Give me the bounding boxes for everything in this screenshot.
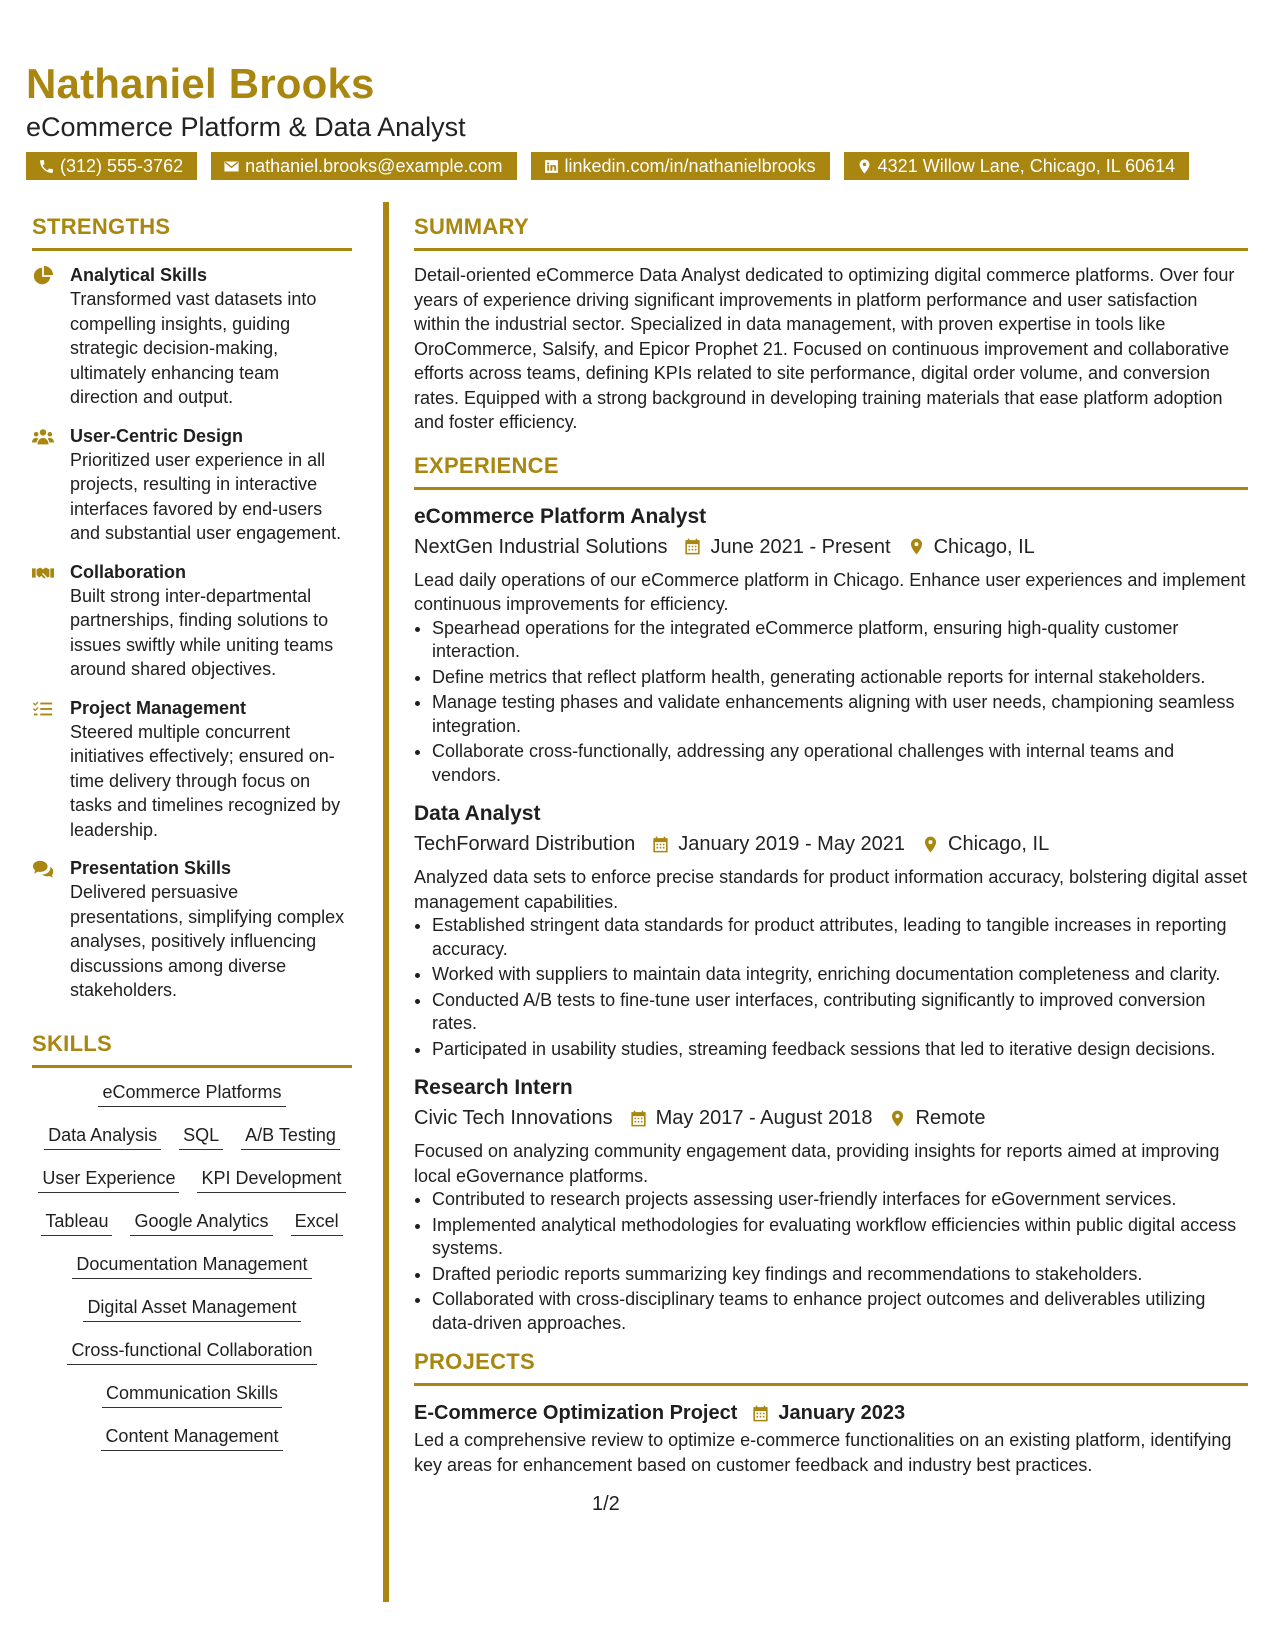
skill-row	[32, 1252, 352, 1279]
email-chip[interactable]	[211, 152, 516, 180]
skills-section	[32, 1029, 352, 1451]
calendar-icon	[629, 1109, 648, 1128]
job-bullet: • Collaborated with cross-disciplinary teams to enhance project outcomes and deliverables utilizing data-driven approaches.	[432, 1288, 1248, 1335]
strengths-section	[32, 212, 352, 1003]
skill-row	[32, 1338, 352, 1365]
job-dates: June 2021 - Present	[710, 535, 891, 558]
skill-tag: User Experience	[38, 1166, 179, 1193]
job-title: Data Analyst	[414, 802, 541, 825]
summary-text: Detail-oriented eCommerce Data Analyst dedicated to optimizing digital commerce platforms. Over four years of experience driving significant improvements in platform performance and user satisfaction within the industrial sector. Specialized in data management, with proven expertise in tools like OroCommerce, Salsify, and Epicor Prophet 21. Focused on continuous improvement and collaborative efforts across teams, defining KPIs related to site performance, digital order volume, and conversion rates. Equipped with a strong background in developing training materials that ease platform adoption and foster efficiency.	[414, 265, 1235, 432]
strength-title: Collaboration	[70, 561, 186, 582]
map-pin-icon	[921, 835, 940, 854]
envelope-icon	[223, 158, 240, 175]
address-chip[interactable]	[844, 152, 1190, 180]
job-bullet: • Contributed to research projects assessing user-friendly interfaces for eGovernment services.	[432, 1188, 1248, 1212]
job-bullets	[414, 617, 1248, 788]
skill-row	[32, 1209, 352, 1236]
task-list-icon	[32, 698, 54, 720]
summary-section	[414, 212, 1248, 435]
job-location: Chicago, IL	[933, 535, 1035, 558]
strength-desc: Transformed vast datasets into compelling insights, guiding strategic decision-making, ultimately enhancing team direction and output.	[70, 289, 317, 407]
job-title: Research Intern	[414, 1076, 573, 1099]
phone-text: (312) 555-3762	[60, 156, 184, 176]
skill-tag: Data Analysis	[44, 1123, 161, 1150]
left-column	[32, 212, 352, 1467]
job-bullet: • Established stringent data standards for product attributes, leading to tangible increases in reporting accuracy.	[432, 914, 1248, 961]
skill-tag: Documentation Management	[72, 1252, 311, 1279]
job-bullet: • Define metrics that reflect platform health, generating actionable reports for internal stakeholders.	[432, 666, 1248, 690]
page-number: 1/2	[592, 1493, 620, 1515]
map-pin-icon	[907, 537, 926, 556]
strength-desc: Built strong inter-departmental partnerships, finding solutions to issues swiftly while uniting teams around shared objectives.	[70, 585, 334, 679]
job-company: Civic Tech Innovations	[414, 1107, 613, 1129]
job-bullets	[414, 1188, 1248, 1335]
skill-tag: Content Management	[101, 1424, 282, 1451]
calendar-icon	[651, 835, 670, 854]
map-pin-icon	[888, 1109, 907, 1128]
phone-chip[interactable]	[26, 152, 197, 180]
skill-row	[32, 1080, 352, 1107]
pie-chart-icon	[32, 265, 54, 287]
strength-item	[32, 560, 352, 682]
job-entry	[414, 502, 1248, 788]
job-bullets	[414, 914, 1248, 1061]
job-meta	[414, 1103, 1248, 1133]
strength-item	[32, 856, 352, 1003]
job-description: Focused on analyzing community engagement data, providing insights for reports aimed at improving local eGovernance platforms.	[414, 1141, 1220, 1186]
linkedin-text: linkedin.com/in/nathanielbrooks	[564, 156, 816, 176]
job-company: TechForward Distribution	[414, 833, 636, 855]
skill-tag: Tableau	[41, 1209, 112, 1236]
candidate-name: Nathaniel Brooks	[26, 60, 375, 107]
skill-tag: eCommerce Platforms	[98, 1080, 285, 1107]
contact-bar	[26, 152, 1189, 180]
job-title: eCommerce Platform Analyst	[414, 504, 707, 528]
skill-row	[32, 1381, 352, 1408]
job-dates: May 2017 - August 2018	[655, 1107, 873, 1129]
summary-heading: SUMMARY	[414, 212, 1248, 251]
skill-row	[32, 1295, 352, 1322]
job-description: Analyzed data sets to enforce precise standards for product information accuracy, bolstering digital asset management capabilities.	[414, 867, 1248, 912]
projects-heading: PROJECTS	[414, 1347, 1248, 1386]
handshake-icon	[32, 562, 54, 584]
calendar-icon	[683, 537, 702, 556]
project-description: Led a comprehensive review to optimize e-commerce functionalities on an existing platform, identifying key areas for enhancement based on customer feedback and industry best practices.	[414, 1430, 1232, 1475]
job-entry	[414, 1073, 1248, 1335]
skill-tag: Excel	[291, 1209, 343, 1236]
skill-tag: Cross-functional Collaboration	[67, 1338, 316, 1365]
strength-item	[32, 263, 352, 410]
job-bullet: • Participated in usability studies, streaming feedback sessions that led to iterative design decisions.	[432, 1038, 1248, 1062]
skill-tag: Communication Skills	[102, 1381, 282, 1408]
job-entry	[414, 799, 1248, 1061]
skills-heading: SKILLS	[32, 1029, 352, 1068]
project-title: E-Commerce Optimization Project	[414, 1402, 738, 1424]
column-divider	[383, 202, 389, 1602]
strength-desc: Delivered persuasive presentations, simplifying complex analyses, positively influencing discussions among diverse stakeholders.	[70, 882, 345, 1000]
job-meta	[414, 829, 1248, 859]
skill-tag: A/B Testing	[241, 1123, 340, 1150]
project-date: January 2023	[778, 1402, 906, 1424]
project-header	[414, 1398, 1248, 1428]
strength-desc: Steered multiple concurrent initiatives effectively; ensured on-time delivery through focus on tasks and timelines recognized by leadership.	[70, 721, 341, 840]
strength-title: Analytical Skills	[70, 265, 208, 285]
job-company: NextGen Industrial Solutions	[414, 535, 668, 558]
address-text: 4321 Willow Lane, Chicago, IL 60614	[877, 156, 1176, 176]
skill-row	[32, 1123, 352, 1150]
skill-tag: KPI Development	[197, 1166, 345, 1193]
comments-icon	[32, 858, 54, 880]
skill-tag: SQL	[179, 1123, 223, 1150]
job-location: Remote	[915, 1107, 986, 1129]
skill-row	[32, 1424, 352, 1451]
projects-section	[414, 1347, 1248, 1477]
job-location: Chicago, IL	[948, 833, 1050, 855]
strength-title: User-Centric Design	[70, 425, 244, 446]
email-text: nathaniel.brooks@example.com	[245, 156, 503, 176]
skill-tag: Digital Asset Management	[83, 1295, 300, 1322]
job-bullet: • Manage testing phases and validate enhancements aligning with user needs, championing seamless integration.	[432, 691, 1248, 738]
job-bullet: • Conducted A/B tests to fine-tune user interfaces, contributing significantly to improved conversion rates.	[432, 989, 1248, 1036]
right-column	[414, 212, 1248, 1477]
skill-tag: Google Analytics	[130, 1209, 272, 1236]
experience-section	[414, 451, 1248, 1336]
job-dates: January 2019 - May 2021	[678, 833, 906, 855]
job-bullet: • Spearhead operations for the integrated eCommerce platform, ensuring high-quality customer interaction.	[432, 617, 1248, 664]
strength-title: Presentation Skills	[70, 858, 232, 878]
phone-icon	[38, 158, 55, 175]
linkedin-icon	[543, 158, 560, 175]
strength-desc: Prioritized user experience in all projects, resulting in interactive interfaces favored by end-users and substantial user engagement.	[70, 449, 342, 543]
job-bullet: • Worked with suppliers to maintain data integrity, enriching documentation completeness and clarity.	[432, 963, 1248, 987]
strengths-heading: STRENGTHS	[32, 212, 352, 251]
users-icon	[32, 426, 54, 448]
strength-item	[32, 424, 352, 546]
job-meta	[414, 532, 1248, 562]
experience-heading: EXPERIENCE	[414, 451, 1248, 490]
strength-item	[32, 696, 352, 843]
job-bullet: • Implemented analytical methodologies for evaluating workflow efficiencies within public digital access systems.	[432, 1214, 1248, 1261]
map-pin-icon	[856, 158, 873, 175]
candidate-role: eCommerce Platform & Data Analyst	[26, 112, 466, 142]
calendar-icon	[751, 1404, 770, 1423]
job-bullet: • Drafted periodic reports summarizing key findings and recommendations to stakeholders.	[432, 1263, 1248, 1287]
job-description: Lead daily operations of our eCommerce platform in Chicago. Enhance user experiences and implement continuous improvements for efficiency.	[414, 569, 1246, 614]
skill-row	[32, 1166, 352, 1193]
job-bullet: • Collaborate cross-functionally, addressing any operational challenges with internal teams and vendors.	[432, 740, 1248, 787]
strength-title: Project Management	[70, 697, 247, 718]
linkedin-chip[interactable]	[531, 152, 830, 180]
